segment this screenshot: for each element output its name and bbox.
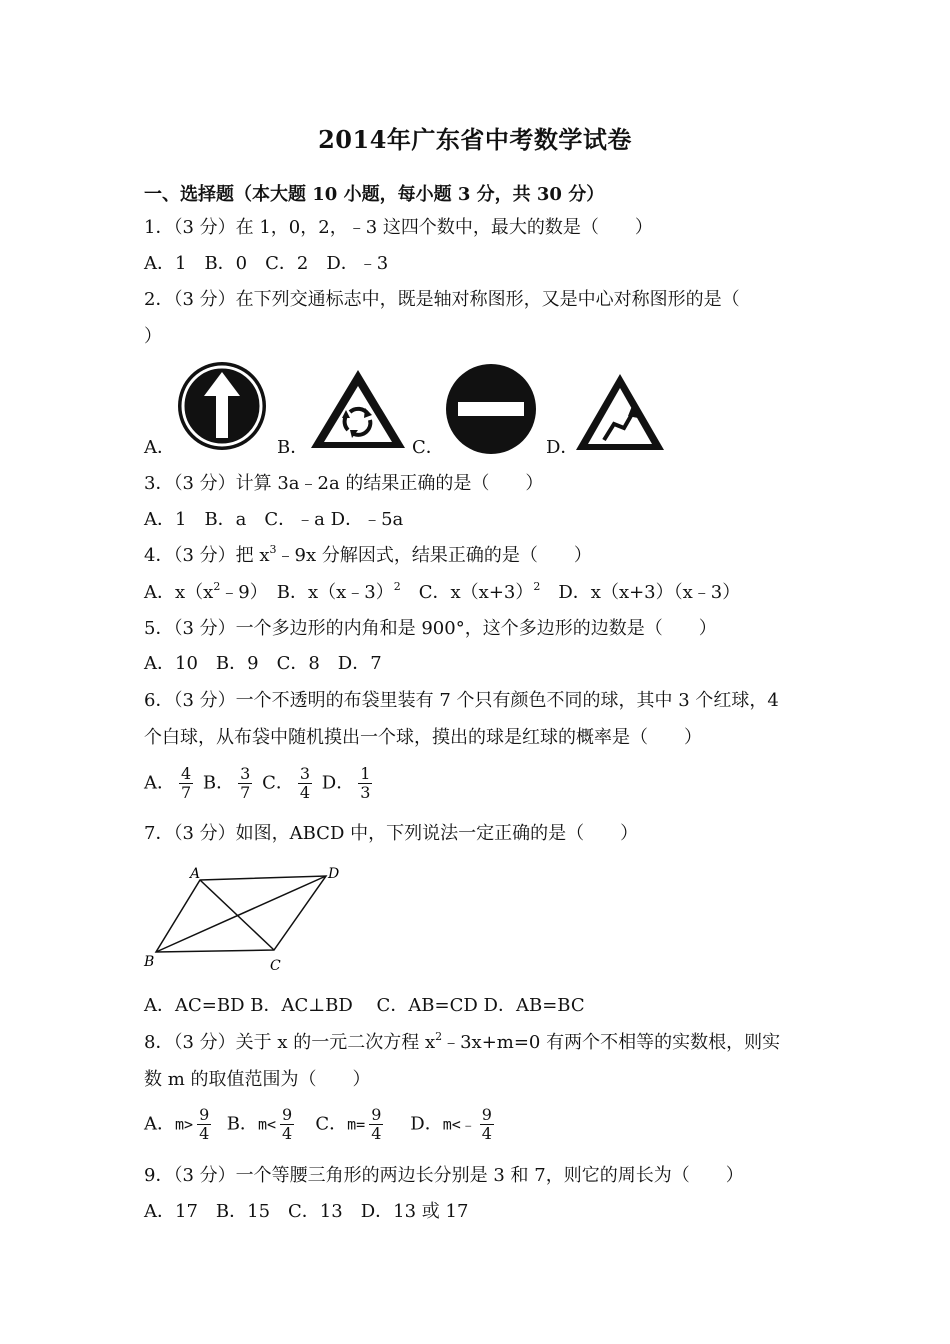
fraction: $\frac{3}{4}$ <box>299 764 311 802</box>
option-label: A． <box>144 1113 175 1135</box>
question-3-options: A．1 B．a C．﹣a D．﹣5a <box>144 509 404 530</box>
question-8-stem-line-1: 8．（3 分）关于 x 的一元二次方程 $x^2﹣3x+m=0$ 有两个不相等的实数根，则实 <box>144 1030 781 1053</box>
relation: m<﹣ <box>442 1115 476 1134</box>
page-title: 2014年广东省中考数学试卷 <box>318 125 632 154</box>
question-7-stem: 7．（3 分）如图，ABCD 中，下列说法一定正确的是（ ） <box>144 823 639 844</box>
question-2-option-c-label: C． <box>412 437 444 458</box>
arrow-up-sign-icon <box>176 360 268 452</box>
vertex-a-label: A <box>190 866 201 882</box>
question-4-stem: 4．（3 分）把 $x^3﹣9x$ 分解因式，结果正确的是（ ） <box>144 543 592 566</box>
question-3-stem: 3．（3 分）计算 3a﹣2a 的结果正确的是（ ） <box>144 473 544 494</box>
no-entry-sign-icon <box>444 362 538 456</box>
question-9-options: A．17 B．15 C．13 D．13 或 17 <box>144 1201 469 1222</box>
fraction: $\frac{9}{4}$ <box>282 1105 293 1143</box>
option-label: D． <box>321 772 355 794</box>
question-7-options: A．AC=BD B．AC⊥BD C．AB=CD D．AB=BC <box>144 995 585 1016</box>
question-1-stem: 1．（3 分）在 1，0，2，﹣3 这四个数中，最大的数是（ ） <box>144 217 653 238</box>
question-8-stem-line-2: 数 m 的取值范围为（ ） <box>144 1069 371 1090</box>
parallelogram-figure <box>140 862 350 974</box>
question-2-option-d-label: D． <box>546 437 579 458</box>
option-label: B． <box>226 1113 258 1135</box>
option-label: C． <box>315 1113 348 1135</box>
section-heading: 一、选择题（本大题 10 小题，每小题 3 分，共 30 分） <box>144 184 605 205</box>
relation: m< <box>257 1115 276 1134</box>
relation: m= <box>347 1115 366 1134</box>
relation: m> <box>175 1115 194 1134</box>
question-9-stem: 9．（3 分）一个等腰三角形的两边长分别是 3 和 7，则它的周长为（ ） <box>144 1165 744 1186</box>
option-label: A． <box>144 772 175 794</box>
question-1-options: A．1 B．0 C．2 D．﹣3 <box>144 253 389 274</box>
question-6-options <box>144 765 376 802</box>
reverse-bend-warning-sign-icon <box>574 372 666 452</box>
option-label: C． <box>262 772 294 794</box>
option-label: B． <box>202 772 235 794</box>
roundabout-warning-sign-icon <box>308 366 408 452</box>
fraction: $\frac{3}{7}$ <box>240 764 251 802</box>
question-2-option-b-label: B． <box>277 437 309 458</box>
option-label: D． <box>410 1113 443 1135</box>
vertex-c-label: C <box>270 958 281 974</box>
question-2-stem-line-1: 2．（3 分）在下列交通标志中，既是轴对称图形，又是中心对称图形的是（ <box>144 289 740 310</box>
question-2-option-a-label: A． <box>144 437 175 458</box>
question-2-stem-line-2: ） <box>144 326 162 347</box>
fraction: $\frac{4}{7}$ <box>181 764 192 802</box>
vertex-b-label: B <box>144 954 155 970</box>
fraction: $\frac{9}{4}$ <box>481 1105 492 1143</box>
fraction: $\frac{1}{3}$ <box>360 764 371 802</box>
question-4-options: A．$x(x^2﹣9)$ B．x（x﹣3）$^2$ C．$x(x+3)^2$ D．x（x+3）（x﹣3） <box>144 580 741 603</box>
vertex-d-label: D <box>328 866 340 882</box>
fraction: $\frac{9}{4}$ <box>371 1105 382 1143</box>
fraction: $\frac{9}{4}$ <box>199 1105 210 1143</box>
question-6-stem-line-2: 个白球，从布袋中随机摸出一个球，摸出的球是红球的概率是（ ） <box>144 727 702 748</box>
question-8-options <box>144 1106 498 1143</box>
question-6-stem-line-1: 6．（3 分）一个不透明的布袋里装有 7 个只有颜色不同的球，其中 3 个红球，4 <box>144 690 779 711</box>
question-5-stem: 5．（3 分）一个多边形的内角和是 900°，这个多边形的边数是（ ） <box>144 618 717 639</box>
question-5-options: A．10 B．9 C．8 D．7 <box>144 653 382 674</box>
